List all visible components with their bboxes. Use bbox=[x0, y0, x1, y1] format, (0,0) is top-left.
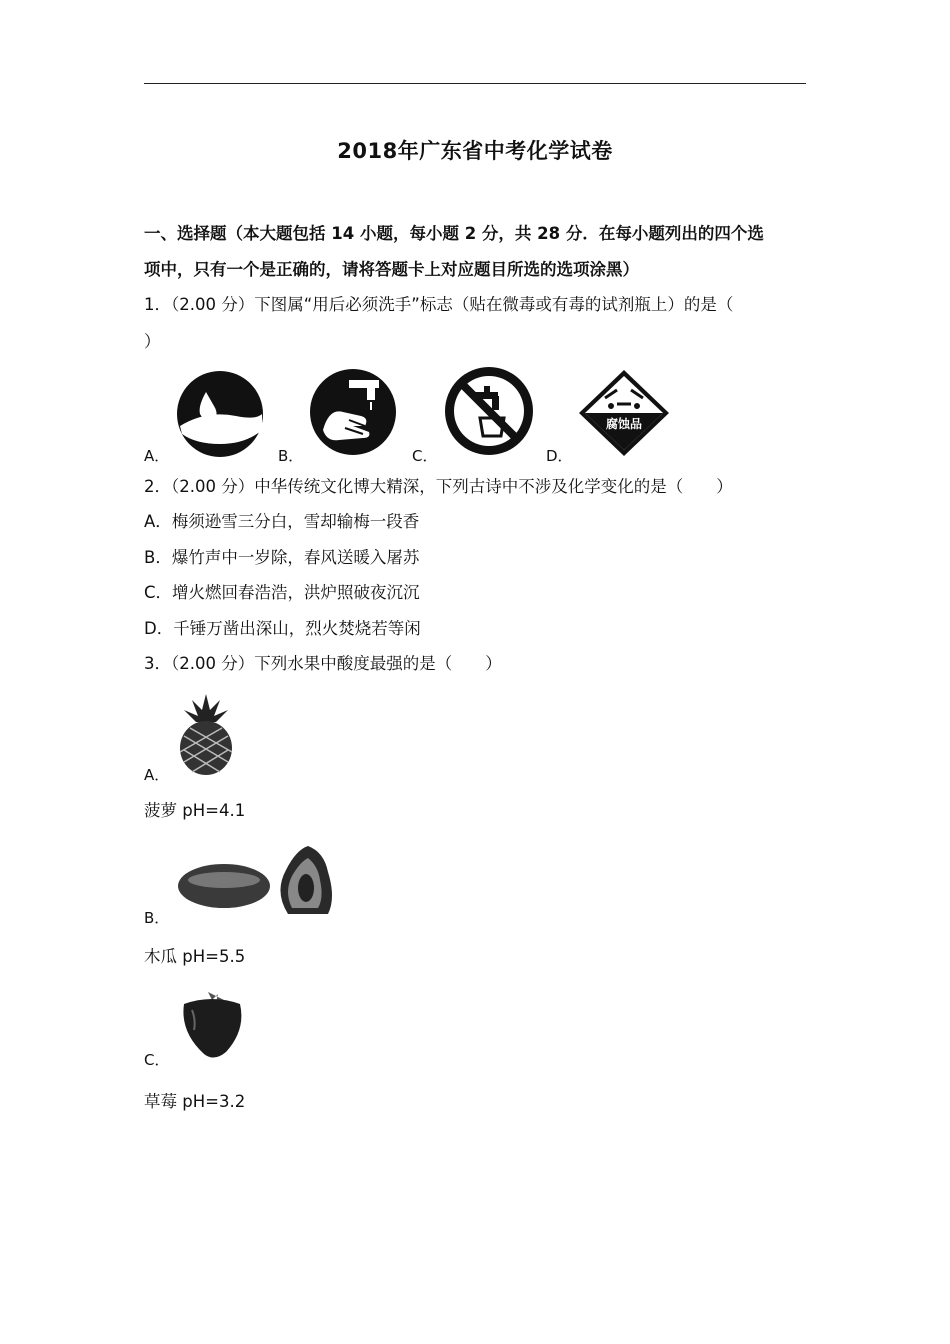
q1-stem: 1．（2.00 分）下图属“用后必须洗手”标志（贴在微毒或有毒的试剂瓶上）的是（ bbox=[144, 295, 734, 314]
q3-stem: 3．（2.00 分）下列水果中酸度最强的是（ ） bbox=[144, 654, 502, 673]
q1-stem-cont: ） bbox=[144, 332, 161, 351]
papaya-icon bbox=[178, 842, 338, 920]
q1-option-c: C． bbox=[412, 447, 438, 465]
q2-option-c: C．增火燃回春浩浩，洪炉照破夜沉沉 bbox=[144, 583, 420, 602]
q1-option-b: B． bbox=[278, 447, 304, 465]
corrosive-label: 腐蚀品 bbox=[605, 417, 643, 431]
no-drinking-water-icon bbox=[444, 366, 534, 456]
q3-option-c: C． bbox=[144, 1051, 170, 1069]
q3-caption-a: 菠萝 pH=4.1 bbox=[144, 801, 246, 820]
corrosive-hazard-icon bbox=[577, 368, 671, 458]
section-heading-line2: 项中，只有一个是正确的，请将答题卡上对应题目所选的选项涂黑） bbox=[144, 260, 639, 279]
section-heading-line1: 一、选择题（本大题包括 14 小题，每小题 2 分，共 28 分．在每小题列出的四个选 bbox=[144, 224, 764, 243]
q3-option-b: B． bbox=[144, 909, 170, 927]
q3-option-a: A． bbox=[144, 766, 170, 784]
liquid-drop-hand-icon bbox=[176, 370, 264, 458]
page-title: 2018年广东省中考化学试卷 bbox=[337, 139, 613, 163]
header-rule bbox=[144, 83, 806, 84]
pineapple-icon bbox=[176, 692, 236, 776]
q2-option-b: B．爆竹声中一岁除，春风送暖入屠苏 bbox=[144, 548, 420, 567]
q3-caption-c: 草莓 pH=3.2 bbox=[144, 1092, 246, 1111]
q1-option-d: D． bbox=[546, 447, 573, 465]
q2-stem: 2．（2.00 分）中华传统文化博大精深，下列古诗中不涉及化学变化的是（ ） bbox=[144, 477, 733, 496]
strawberry-icon bbox=[178, 990, 246, 1062]
q2-option-d: D．千锤万凿出深山，烈火焚烧若等闲 bbox=[144, 619, 421, 638]
q1-option-a: A． bbox=[144, 447, 170, 465]
q3-caption-b: 木瓜 pH=5.5 bbox=[144, 947, 246, 966]
q2-option-a: A．梅须逊雪三分白，雪却输梅一段香 bbox=[144, 512, 420, 531]
wash-hands-icon bbox=[309, 368, 397, 456]
